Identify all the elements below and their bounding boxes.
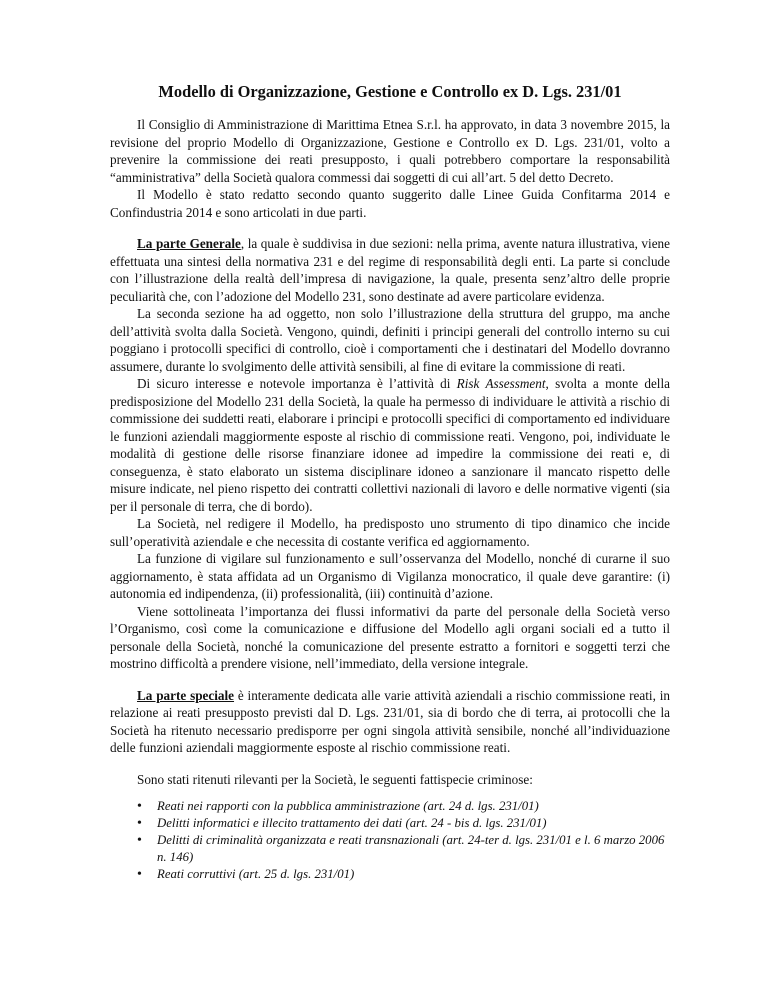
general-part-heading: La parte Generale: [137, 236, 241, 251]
special-part-heading: La parte speciale: [137, 687, 235, 703]
special-part-text: è interamente dedicata alle varie attività aziendali a rischio commissione reati, in relazione ai reati presupposto previsti dal D. Lgs. 231/01, sia di bordo che di terra, ai protocolli che la Società ha ritenuto necessario predisporre per ogni singola attività sensibile, nonché all’individuazione delle funzioni aziendali maggiormente esposte al rischio commissione reati.: [110, 687, 670, 755]
general-part-text: , la quale è suddivisa in due sezioni: nella prima, avente natura illustrativa, viene effettuata una sintesi della normativa 231 e del regime di responsabilità degli enti. La parte si conclude con l’illustrazione della realtà dell’impresa di navigazione, la quale, presenta senz’altro delle proprie peculiarità che, con l’adozione del Modello 231, sono destinate ad avere particolare evidenza.: [110, 236, 670, 304]
general-part-paragraph-5: La funzione di vigilare sul funzionamento e sull’osservanza del Modello, nonché di curarne il suo aggiornamento, è stata affidata ad un Organismo di Vigilanza monocratico, il quale deve garantire: (i) autonomia ed indipendenza, (ii) professionalità, (iii) continuità d’azione.: [110, 551, 670, 601]
list-item: • Reati nei rapporti con la pubblica amministrazione (art. 24 d. lgs. 231/01): [137, 798, 670, 815]
general-part-paragraph-2: La seconda sezione ha ad oggetto, non solo l’illustrazione della struttura del gruppo, ma anche dell’attività svolta dalla Società. Vengono, quindi, definiti i principi generali del controllo interno su cui poggiano i protocolli specifici di controllo, cioè i comportamenti che i destinatari del Modello dovranno assumere, durante lo svolgimento delle attività sensibili, al fine di evitare la commissione di reati.: [110, 306, 670, 374]
document-title: Modello di Organizzazione, Gestione e Controllo ex D. Lgs. 231/01: [158, 82, 622, 101]
crimes-list: [110, 798, 670, 883]
general-part-paragraph-6: Viene sottolineata l’importanza dei flussi informativi da parte del personale della Società verso l’Organismo, così come la comunicazione e diffusione del Modello agli organi sociali ed a tutto il personale della Società, nonché la comunicazione del presente estratto a fornitori e soggetti terzi che mostrino difficoltà a prendere visione, nell’immediato, della versione integrale.: [110, 603, 670, 671]
risk-assessment-term: Risk Assessment: [456, 376, 546, 391]
general-part-paragraph-4: La Società, nel redigere il Modello, ha predisposto uno strumento di tipo dinamico che incide sull’operatività aziendale e che necessita di costante verifica ed aggiornamento.: [110, 516, 670, 549]
general-part-paragraph-1: [110, 235, 670, 305]
crimes-intro: Sono stati ritenuti rilevanti per la Società, le seguenti fattispecie criminose:: [137, 771, 533, 787]
general-part-paragraph-3: [110, 375, 670, 515]
list-item: • Reati corruttivi (art. 25 d. lgs. 231/01): [137, 866, 670, 883]
intro-paragraph-1: Il Consiglio di Amministrazione di Marittima Etnea S.r.l. ha approvato, in data 3 novembre 2015, la revisione del proprio Modello di Organizzazione, Gestione e Controllo ex D. Lgs. 231/01, volto a prevenire la commissione dei reati presupposto, i quali potrebbero comportare la responsabilità “amministrativa” della Società qualora commessi dai soggetti di cui all’art. 5 del detto Decreto.: [110, 117, 670, 185]
list-item: • Delitti informatici e illecito trattamento dei dati (art. 24 - bis d. lgs. 231/01): [137, 815, 670, 832]
risk-text-b: , svolta a monte della predisposizione del Modello 231 della Società, la quale ha permesso di individuare le attività a rischio di commissione dei suddetti reati, elaborare i principi e protocolli specifici di comportamento ed individuare le funzioni aziendali maggiormente esposte al rischio di commissione reati. Vengono, poi, individuate le modalità di gestione delle risorse finanziare idonee ad impedire la commissione dei reati e, di conseguenza, è stato elaborato un sistema disciplinare idoneo a sanzionare il mancato rispetto delle misure indicate, nel pieno rispetto dei contratti collettivi nazionali di lavoro e delle normative vigenti (sia per il personale di terra, che di bordo).: [110, 376, 670, 514]
special-part-paragraph: [110, 687, 670, 757]
risk-text-a: Di sicuro interesse e notevole importanza è l’attività di: [137, 376, 457, 391]
list-item: • Delitti di criminalità organizzata e reati transnazionali (art. 24-ter d. lgs. 231/01 e l. 6 marzo 2006 n. 146): [137, 832, 670, 866]
intro-paragraph-2: Il Modello è stato redatto secondo quanto suggerito dalle Linee Guida Confitarma 2014 e Confindustria 2014 e sono articolati in due parti.: [110, 187, 670, 220]
